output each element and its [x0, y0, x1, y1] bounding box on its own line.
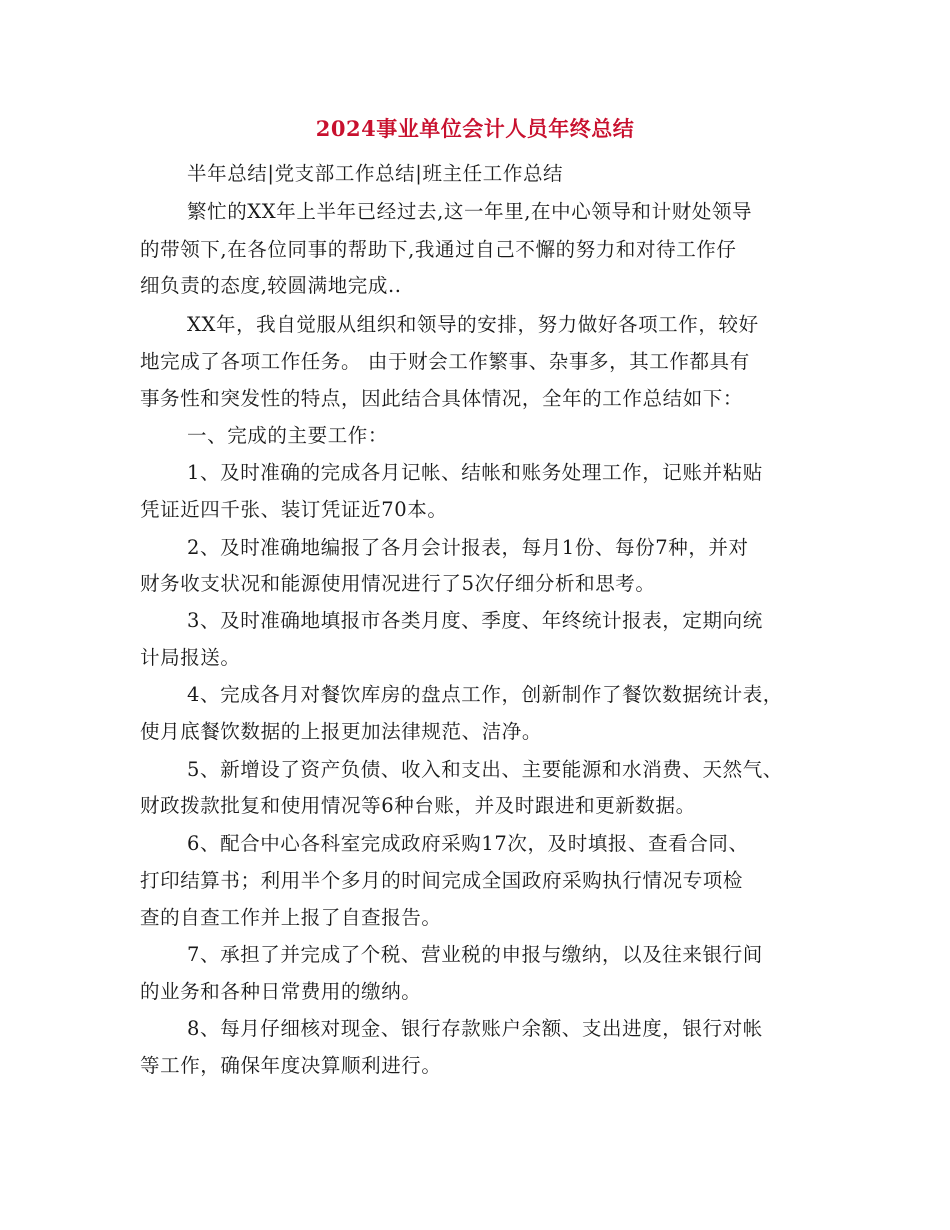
list-item-line: 的业务和各种日常费用的缴纳。	[140, 980, 422, 1003]
list-item-line: 1、及时准确的完成各月记帐、结帐和账务处理工作，记账并粘贴	[187, 461, 763, 484]
paragraph-line: 繁忙的XX年上半年已经过去,这一年里,在中心领导和计财处领导	[187, 200, 753, 223]
list-item-line: 凭证近四千张、装订凭证近70本。	[140, 498, 448, 521]
paragraph-line: XX年，我自觉服从组织和领导的安排，努力做好各项工作，较好	[187, 313, 759, 336]
list-item-line: 4、完成各月对餐饮库房的盘点工作，创新制作了餐饮数据统计表，	[187, 683, 783, 706]
list-item-line: 2、及时准确地编报了各月会计报表，每月1份、每份7种，并对	[187, 536, 749, 559]
list-item-line: 打印结算书；利用半个多月的时间完成全国政府采购执行情况专项检	[140, 869, 744, 892]
list-item-line: 8、每月仔细核对现金、银行存款账户余额、支出进度，银行对帐	[187, 1017, 763, 1040]
list-item-line: 计局报送。	[140, 646, 241, 669]
paragraph-line: 细负责的态度,较圆满地完成..	[140, 274, 402, 297]
list-item-line: 3、及时准确地填报市各类月度、季度、年终统计报表，定期向统	[187, 609, 763, 632]
paragraph-line: 的带领下,在各位同事的帮助下,我通过自己不懈的努力和对待工作仔	[140, 238, 737, 261]
list-item-line: 等工作，确保年度决算顺利进行。	[140, 1054, 442, 1077]
list-item-line: 财政拨款批复和使用情况等6种台账，并及时跟进和更新数据。	[140, 794, 696, 817]
list-item-line: 5、新增设了资产负债、收入和支出、主要能源和水消费、天然气、	[187, 758, 783, 781]
document-title: 2024事业单位会计人员年终总结	[315, 116, 635, 141]
list-item-line: 财务收支状况和能源使用情况进行了5次仔细分析和思考。	[140, 572, 656, 595]
list-item-line: 6、配合中心各科室完成政府采购17次，及时填报、查看合同、	[187, 832, 749, 855]
list-item-line: 7、承担了并完成了个税、营业税的申报与缴纳，以及往来银行间	[187, 943, 763, 966]
paragraph-line: 事务性和突发性的特点，因此结合具体情况，全年的工作总结如下：	[140, 387, 744, 410]
paragraph-line: 地完成了各项工作任务。 由于财会工作繁事、杂事多，其工作都具有	[140, 350, 750, 373]
category-links-line: 半年总结|党支部工作总结|班主任工作总结	[187, 162, 564, 185]
list-item-line: 使月底餐饮数据的上报更加法律规范、洁净。	[140, 720, 543, 743]
list-item-line: 查的自查工作并上报了自查报告。	[140, 906, 442, 929]
section-heading: 一、完成的主要工作：	[187, 424, 389, 447]
